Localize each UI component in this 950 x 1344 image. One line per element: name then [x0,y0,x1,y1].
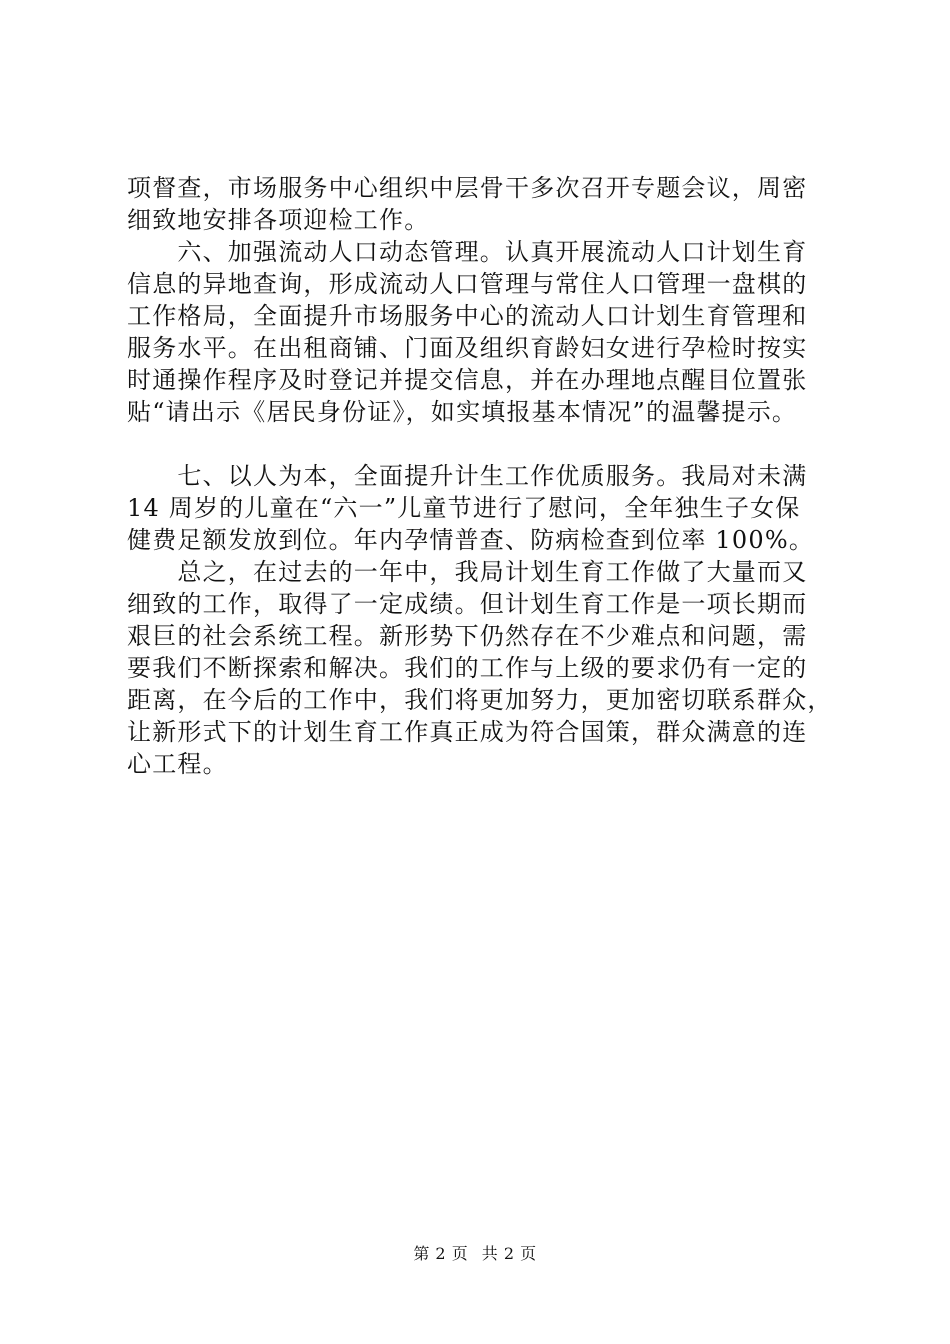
paragraph-1 [127,172,827,236]
text-line: 距离，在今后的工作中，我们将更加努力，更加密切联系群众， [127,686,833,714]
text-line: 贴“请出示《居民身份证》，如实填报基本情况”的温馨提示。 [127,398,798,426]
text-line: 七、以人为本，全面提升计生工作优质服务。我局对未满 [127,462,808,490]
text-line: 六、加强流动人口动态管理。认真开展流动人口计划生育 [127,238,808,266]
paragraph-4 [127,556,833,780]
paragraph-spacer [127,428,827,460]
page-total: 共 2 页 [481,1244,537,1263]
text-line: 细致地安排各项迎检工作。 [127,206,430,234]
text-line: 服务水平。在出租商铺、门面及组织育龄妇女进行孕检时按实 [127,334,808,362]
text-line: 细致的工作，取得了一定成绩。但计划生育工作是一项长期而 [127,590,808,618]
text-line: 要我们不断探索和解决。我们的工作与上级的要求仍有一定的 [127,654,808,682]
paragraph-3 [127,460,827,556]
page-footer [0,1243,950,1265]
text-line: 时通操作程序及时登记并提交信息，并在办理地点醒目位置张 [127,366,808,394]
paragraph-2 [127,236,827,428]
document-body [127,172,833,780]
text-line: 艰巨的社会系统工程。新形势下仍然存在不少难点和问题，需 [127,622,808,650]
text-line: 14 周岁的儿童在“六一”儿童节进行了慰问，全年独生子女保 [127,494,801,522]
text-line: 健费足额发放到位。年内孕情普查、防病检查到位率 100%。 [127,526,815,554]
text-line: 信息的异地查询，形成流动人口管理与常住人口管理一盘棋的 [127,270,808,298]
text-line: 项督查，市场服务中心组织中层骨干多次召开专题会议，周密 [127,174,808,202]
text-line: 让新形式下的计划生育工作真正成为符合国策，群众满意的连 [127,718,808,746]
text-line: 工作格局，全面提升市场服务中心的流动人口计划生育管理和 [127,302,808,330]
text-line: 心工程。 [127,750,228,778]
text-line: 总之，在过去的一年中，我局计划生育工作做了大量而又 [127,558,808,586]
page-number: 第 2 页 [413,1244,469,1263]
